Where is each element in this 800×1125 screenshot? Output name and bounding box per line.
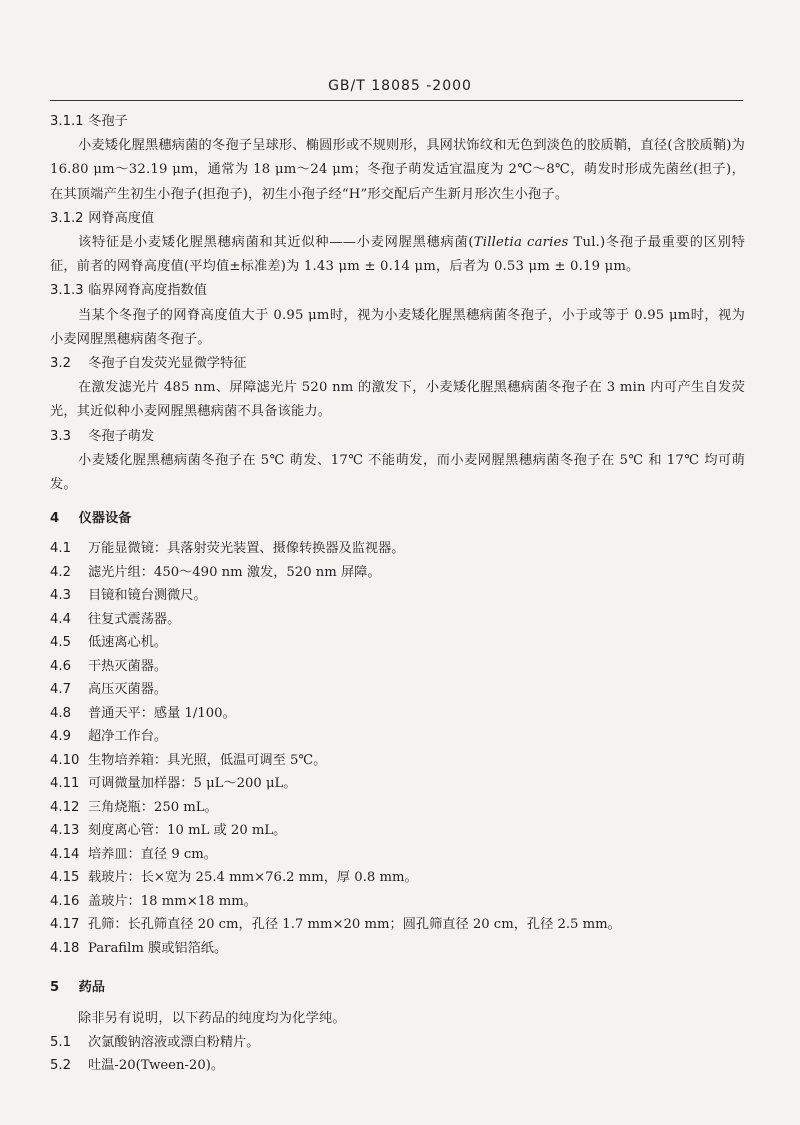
item-number: 4.13 xyxy=(50,823,80,839)
item-text: 三角烧瓶：250 mL。 xyxy=(88,799,218,815)
list-item xyxy=(50,537,745,561)
heading-3-1-1 xyxy=(50,110,745,134)
item-number: 4.2 xyxy=(50,564,71,580)
item-text: 可调微量加样器：5 μL～200 μL。 xyxy=(88,776,297,792)
item-number: 4.17 xyxy=(50,917,80,933)
list-item xyxy=(50,890,745,914)
item-text: 培养皿：直径 9 cm。 xyxy=(88,846,217,862)
list-item xyxy=(50,1054,745,1078)
item-text: 滤光片组：450～490 nm 激发，520 nm 屏障。 xyxy=(88,564,381,580)
heading-title: 冬孢子 xyxy=(88,114,128,129)
item-text: 吐温-20(Tween-20)。 xyxy=(88,1058,225,1074)
list-item xyxy=(50,655,745,679)
document-body xyxy=(50,110,745,1078)
reagent-list xyxy=(50,1031,745,1078)
section-title: 药品 xyxy=(78,980,105,996)
list-item xyxy=(50,796,745,820)
paragraph-3-1-3: 当某个冬孢子的网脊高度值大于 0.95 μm时，视为小麦矮化腥黑穗病菌冬孢子，小于或等于 0.95 μm时，视为小麦网腥黑穗病菌冬孢子。 xyxy=(50,307,745,347)
item-number: 4.5 xyxy=(50,635,71,651)
item-number: 5.2 xyxy=(50,1058,71,1074)
item-number: 4.6 xyxy=(50,658,71,674)
item-text: 次氯酸钠溶液或漂白粉精片。 xyxy=(88,1034,260,1050)
item-number: 4.11 xyxy=(50,776,80,792)
list-item xyxy=(50,749,745,773)
paragraph-3-3: 小麦矮化腥黑穗病菌冬孢子在 5℃ 萌发、17℃ 不能萌发，而小麦网腥黑穗病菌冬孢子在 5℃ 和 17℃ 均可萌发。 xyxy=(50,452,745,493)
list-item xyxy=(50,772,745,796)
heading-title: 临界网脊高度指数值 xyxy=(88,283,207,299)
paragraph-3-1-2 xyxy=(50,231,745,279)
paragraph-3-1-1: 小麦矮化腥黑穗病菌的冬孢子呈球形、椭圆形或不规则形，具网状饰纹和无色到淡色的胶质鞘，直径(含胶质鞘)为 16.80 μm～32.19 μm，通常为 18 μm～24 μm；冬孢子萌发适宜温度为 2℃～8℃，萌发时形成先菌丝(担子)，在其顶端产生初生小孢子(担孢子)，初生小孢子经“H”形交配后产生新月形次生小孢子。 xyxy=(50,138,745,202)
section-4-heading xyxy=(50,507,745,531)
section-number: 5 xyxy=(50,980,60,996)
list-item xyxy=(50,843,745,867)
item-text: 孔筛：长孔筛直径 20 cm，孔径 1.7 mm×20 mm；圆孔筛直径 20 cm，孔径 2.5 mm。 xyxy=(88,917,621,933)
header-rule xyxy=(50,100,743,101)
heading-3-3 xyxy=(50,425,745,449)
para-text: Tul.)冬孢子最重要的区别特征，前者的网脊高度值(平均值±标准差)为 1.43 μm ± 0.14 μm，后者为 0.53 μm ± 0.19 μm。 xyxy=(50,235,745,275)
item-number: 4.9 xyxy=(50,729,71,745)
list-item xyxy=(50,608,745,632)
heading-3-2 xyxy=(50,352,745,376)
heading-title: 网脊高度值 xyxy=(88,210,155,226)
heading-number: 3.1.1 xyxy=(50,114,84,129)
item-text: 目镜和镜台测微尺。 xyxy=(88,588,207,604)
item-text: 干热灭菌器。 xyxy=(88,658,168,674)
list-item xyxy=(50,866,745,890)
item-text: 超净工作台。 xyxy=(88,729,168,745)
heading-number: 3.2 xyxy=(50,356,71,372)
heading-3-1-2 xyxy=(50,207,745,231)
item-number: 4.12 xyxy=(50,799,80,815)
paragraph-5-intro: 除非另有说明，以下药品的纯度均为化学纯。 xyxy=(78,1010,346,1026)
list-item xyxy=(50,913,745,937)
item-number: 4.1 xyxy=(50,541,71,557)
list-item xyxy=(50,561,745,585)
item-text: 高压灭菌器。 xyxy=(88,682,168,698)
item-number: 4.8 xyxy=(50,705,71,721)
heading-title: 冬孢子自发荧光显微学特征 xyxy=(88,356,247,372)
list-item xyxy=(50,702,745,726)
item-text: 低速离心机。 xyxy=(88,635,168,651)
heading-number: 3.1.3 xyxy=(50,283,84,299)
item-number: 4.3 xyxy=(50,588,71,604)
item-text: Parafilm 膜或铝箔纸。 xyxy=(88,940,228,956)
item-number: 4.15 xyxy=(50,870,80,886)
list-item xyxy=(50,725,745,749)
item-number: 4.18 xyxy=(50,940,80,956)
item-number: 4.14 xyxy=(50,846,80,862)
list-item xyxy=(50,819,745,843)
item-text: 盖玻片：18 mm×18 mm。 xyxy=(88,893,257,909)
item-text: 载玻片：长×宽为 25.4 mm×76.2 mm，厚 0.8 mm。 xyxy=(88,870,418,886)
equipment-list xyxy=(50,537,745,960)
species-name: Tilletia caries xyxy=(473,235,569,251)
list-item xyxy=(50,631,745,655)
list-item xyxy=(50,1031,745,1055)
heading-3-1-3 xyxy=(50,279,745,303)
list-item xyxy=(50,584,745,608)
section-5-heading xyxy=(50,976,745,1000)
item-text: 普通天平：感量 1/100。 xyxy=(88,705,236,721)
list-item xyxy=(50,937,745,961)
section-number: 4 xyxy=(50,511,60,527)
heading-number: 3.3 xyxy=(50,428,71,444)
list-item xyxy=(50,678,745,702)
item-text: 生物培养箱：具光照，低温可调至 5℃。 xyxy=(88,752,327,768)
heading-number: 3.1.2 xyxy=(50,210,84,226)
item-number: 4.4 xyxy=(50,611,71,627)
item-text: 万能显微镜：具落射荧光装置、摄像转换器及监视器。 xyxy=(88,541,405,557)
section-title: 仪器设备 xyxy=(78,511,132,527)
item-number: 4.7 xyxy=(50,682,71,698)
item-text: 往复式震荡器。 xyxy=(88,611,181,627)
item-text: 刻度离心管：10 mL 或 20 mL。 xyxy=(88,823,287,839)
item-number: 4.10 xyxy=(50,752,80,768)
paragraph-3-2: 在激发滤光片 485 nm、屏障滤光片 520 nm 的激发下，小麦矮化腥黑穗病菌冬孢子在 3 min 内可产生自发荧光，其近似种小麦网腥黑穗病菌不具备该能力。 xyxy=(50,380,745,420)
page-header: GB/T 18085 -2000 xyxy=(328,78,472,94)
item-number: 4.16 xyxy=(50,893,80,909)
para-text: 该特征是小麦矮化腥黑穗病菌和其近似种——小麦网腥黑穗病菌( xyxy=(78,235,474,251)
heading-title: 冬孢子萌发 xyxy=(88,428,155,444)
item-number: 5.1 xyxy=(50,1034,71,1050)
